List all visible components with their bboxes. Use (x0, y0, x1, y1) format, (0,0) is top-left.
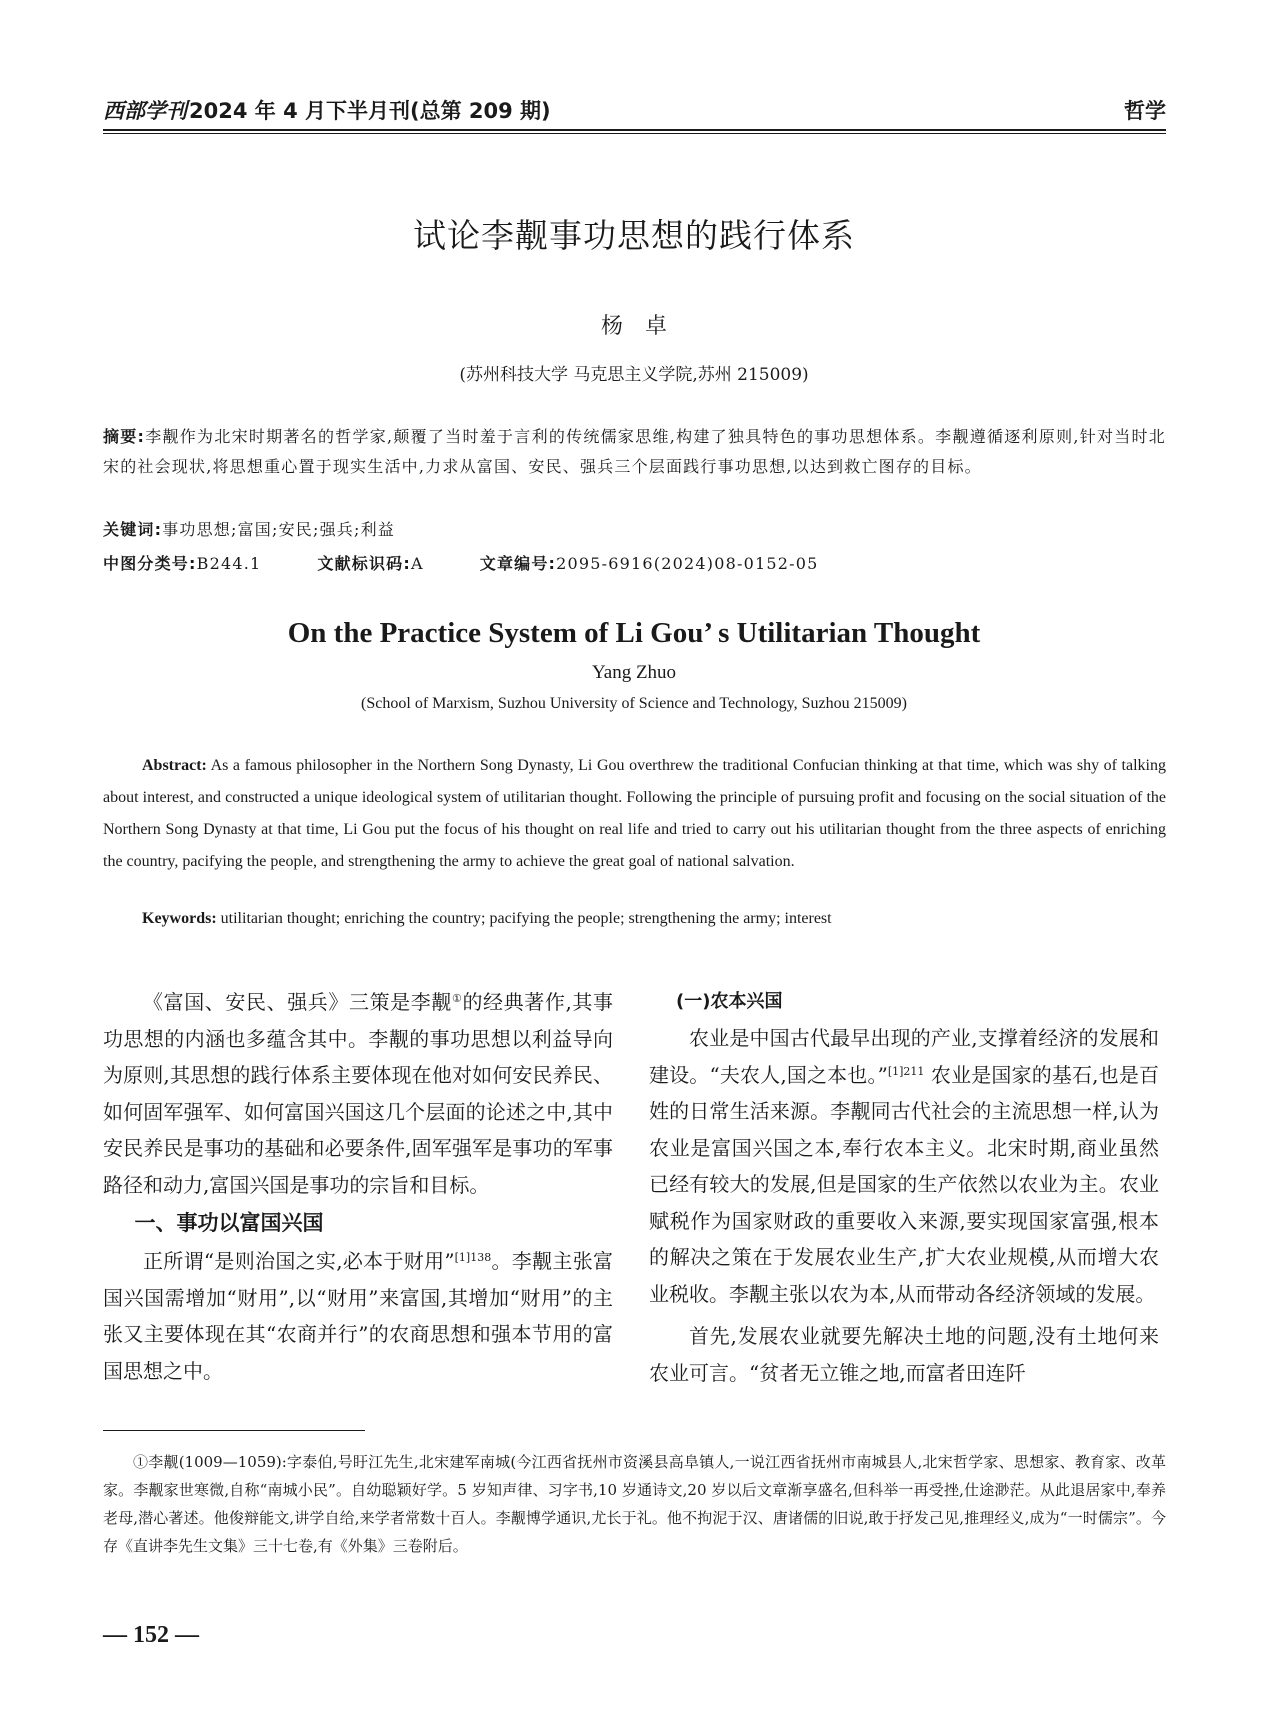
classification-line (103, 549, 1166, 579)
keywords-cn-text: 事功思想;富国;安民;强兵;利益 (162, 520, 395, 539)
affiliation-en: (School of Marxism, Suzhou University of Science and Technology, Suzhou 215009) (361, 695, 907, 712)
section-label: 哲学 (1124, 99, 1166, 123)
body-paragraph: 正所谓“是则治国之实,必本于财用”$^{[1]138}$。李觏主张富国兴国需增加“财用”,以“财用”来富国,其增加“财用”的主张又主要体现在其“农商并行”的农商思想和强本节用的富国思想之中。 (103, 1249, 614, 1383)
abstract-cn (103, 422, 1166, 482)
footnote: ①李觏(1009—1059):字泰伯,号盱江先生,北宋建军南城(今江西省抚州市资溪县高阜镇人,一说江西省抚州市南城县人,北宋哲学家、思想家、教育家、改革家。李觏家世寒微,自称“南城小民”。自幼聪颖好学。5 岁知声律、习字书,10 岁通诗文,20 岁以后文章渐享盛名,但科举一再受挫,仕途渺茫。从此退居家中,奉养老母,潜心著述。他俊辩能文,讲学自给,来学者常数十百人。李觏博学通识,尤长于礼。他不拘泥于汉、唐诸儒的旧说,敢于抒发己见,推理经义,成为“一时儒宗”。今存《直讲李先生文集》三十七卷,有《外集》三卷附后。 (103, 1453, 1166, 1555)
body-paragraph: 首先,发展农业就要先解决土地的问题,没有土地何来农业可言。“贫者无立锥之地,而富者田连阡 (649, 1324, 1159, 1385)
clc-number: 中图分类号:B244.1 (103, 554, 262, 573)
page-number: — 152 — (103, 1622, 199, 1648)
footnote-rule (103, 1430, 365, 1431)
journal-logo: 西部学刊 (103, 98, 187, 123)
keywords-en-text: utilitarian thought; enriching the country; pacifying the people; strengthening the army; interest (220, 910, 832, 927)
article-title-en: On the Practice System of Li Gou’ s Utilitarian Thought (287, 617, 981, 649)
abstract-cn-text: 李觏作为北宋时期著名的哲学家,颠覆了当时羞于言利的传统儒家思维,构建了独具特色的事功思想体系。李觏遵循逐利原则,针对当时北宋的社会现状,将思想重心置于现实生活中,力求从富国、安民、强兵三个层面践行事功思想,以达到救亡图存的目标。 (103, 427, 1167, 476)
body-column-right (649, 984, 1159, 1391)
abstract-en-text: As a famous philosopher in the Northern Song Dynasty, Li Gou overthrew the traditional Confucian thinking at that time, which was shy of talking about interest, and constructed a unique ideological system of utilitarian thought. Following the principle of pursuing profit and focusing on the social situation of the Northern Song Dynasty at that time, Li Gou put the focus of his thought on real life and tried to carry out his utilitarian thought from the three aspects of enriching the country, pacifying the people, and strengthening the army to achieve the great goal of national salvation. (103, 757, 1166, 870)
keywords-cn-label: 关键词: (103, 520, 163, 539)
document-code: 文献标识码:A (317, 554, 424, 573)
body-paragraph: 农业是中国古代最早出现的产业,支撑着经济的发展和建设。“夫农人,国之本也。”$^{[1]211}$ 农业是国家的基石,也是百姓的日常生活来源。李觏同古代社会的主流思想一样,认为农业是富国兴国之本,奉行农本主义。北宋时期,商业虽然已经有较大的发展,但是国家的生产依然以农业为主。农业赋税作为国家财政的重要收入来源,要实现国家富强,根本的解决之策在于发展农业生产,扩大农业规模,从而增大农业税收。李觏主张以农为本,从而带动各经济领域的发展。 (649, 1026, 1160, 1306)
affiliation-cn: (苏州科技大学 马克思主义学院,苏州 215009) (459, 365, 809, 385)
header-rule-thin (103, 133, 1166, 134)
citation: [1]211 (887, 1064, 925, 1078)
abstract-cn-label: 摘要: (103, 427, 146, 446)
issue-label: 2024 年 4 月下半月刊(总第 209 期) (189, 99, 551, 123)
abstract-en-label: Abstract: (142, 757, 207, 774)
footnote-marker: ① (451, 992, 463, 1005)
subsection-heading: (一)农本兴国 (676, 991, 783, 1012)
article-number: 文章编号:2095-6916(2024)08-0152-05 (479, 554, 819, 573)
journal-issue (103, 95, 551, 125)
header-rule (103, 129, 1166, 131)
author-en: Yang Zhuo (591, 662, 677, 683)
keywords-en (142, 910, 1166, 928)
body-column-left (103, 984, 613, 1389)
abstract-en (103, 750, 1166, 878)
keywords-en-label: Keywords: (142, 910, 217, 927)
author-cn: 杨卓 (600, 314, 689, 339)
citation: [1]138 (454, 1251, 492, 1264)
section-heading: 一、事功以富国兴国 (134, 1211, 324, 1235)
running-head (103, 91, 1166, 125)
keywords-cn (103, 515, 1166, 545)
body-paragraph: 《富国、安民、强兵》三策是李觏①的经典著作,其事功思想的内涵也多蕴含其中。李觏的事功思想以利益导向为原则,其思想的践行体系主要体现在他对如何安民养民、如何固军强军、如何富国兴国这几个层面的论述之中,其中安民养民是事功的基础和必要条件,固军强军是事功的军事路径和动力,富国兴国是事功的宗旨和目标。 (103, 990, 614, 1197)
article-title-cn: 试论李觏事功思想的践行体系 (413, 216, 855, 255)
